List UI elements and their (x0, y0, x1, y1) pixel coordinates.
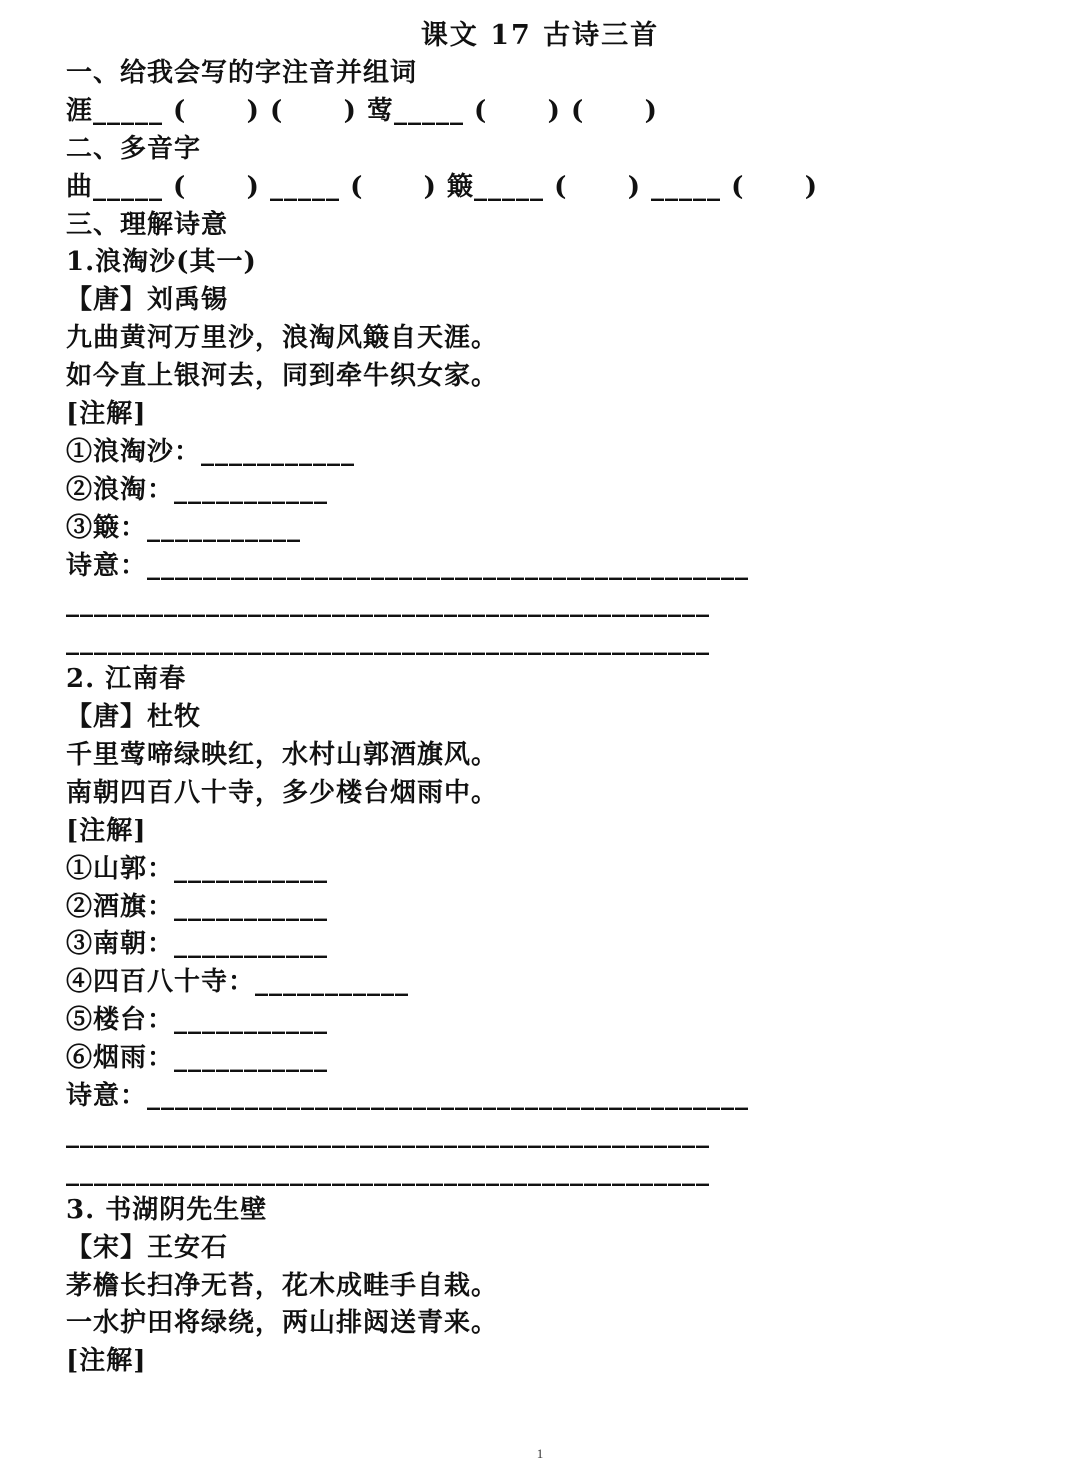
poem-2-note-4: ④四百八十寺：___________ (66, 967, 410, 998)
page-number: 1 (536, 1446, 544, 1461)
poem-2-line-2: 南朝四百八十寺，多少楼台烟雨中。 (66, 777, 499, 808)
poem-1-line-1: 九曲黄河万里沙，浪淘风簸自天涯。 (66, 323, 499, 354)
section-3-heading: 三、理解诗意 (66, 209, 229, 240)
poem-2-notes-label: [注解] (66, 815, 147, 846)
poem-3-author: 【宋】王安石 (66, 1232, 229, 1263)
pinyin-word-exercise: 涯_____ ( ) ( ) 莺_____ ( ) ( ) (66, 95, 658, 126)
poem-1-title: 1.浪淘沙(其一) (66, 247, 257, 278)
poem-2-line-1: 千里莺啼绿映红，水村山郭酒旗风。 (66, 740, 499, 771)
poem-2-author: 【唐】杜牧 (66, 702, 202, 733)
poem-2-note-1: ①山郭：___________ (66, 853, 329, 884)
page-title: 课文 17 古诗三首 (420, 20, 660, 51)
worksheet-body (66, 55, 1026, 1381)
poem-1-line-2: 如今直上银河去，同到牵牛织女家。 (66, 361, 499, 392)
poem-1-meaning-blank-1: ______________________________________________ (66, 588, 710, 619)
poem-1-note-2: ②浪淘：___________ (66, 474, 329, 505)
section-1-heading: 一、给我会写的字注音并组词 (66, 58, 418, 88)
poem-2-meaning-blank-2: ______________________________________________ (66, 1156, 710, 1187)
section-2-heading: 二、多音字 (66, 133, 202, 164)
poem-2-title: 2. 江南春 (66, 664, 187, 695)
poem-3-notes-label: [注解] (66, 1346, 147, 1377)
poem-2-note-6: ⑥烟雨：___________ (66, 1043, 329, 1074)
poem-2-note-2: ②酒旗：___________ (66, 891, 329, 922)
poem-2-meaning: 诗意：___________________________________________ (66, 1081, 750, 1112)
poem-2-meaning-blank-1: ______________________________________________ (66, 1118, 710, 1149)
poem-1-meaning-blank-2: ______________________________________________ (66, 626, 710, 657)
poem-3-line-1: 茅檐长扫净无苔，花木成畦手自栽。 (66, 1270, 499, 1301)
poem-2-note-3: ③南朝：___________ (66, 929, 329, 960)
poem-3-line-2: 一水护田将绿绕，两山排闼送青来。 (66, 1308, 499, 1339)
poem-3-title: 3. 书湖阴先生壁 (66, 1194, 268, 1225)
polyphone-exercise: 曲_____ ( ) _____ ( ) 簸_____ ( ) _____ ( ) (66, 171, 819, 202)
poem-1-author: 【唐】刘禹锡 (66, 285, 229, 316)
poem-1-notes-label: [注解] (66, 399, 147, 430)
poem-2-note-5: ⑤楼台：___________ (66, 1005, 329, 1036)
poem-1-note-3: ③簸：___________ (66, 512, 302, 543)
poem-1-note-1: ①浪淘沙：___________ (66, 436, 356, 467)
poem-1-meaning: 诗意：___________________________________________ (66, 550, 750, 581)
